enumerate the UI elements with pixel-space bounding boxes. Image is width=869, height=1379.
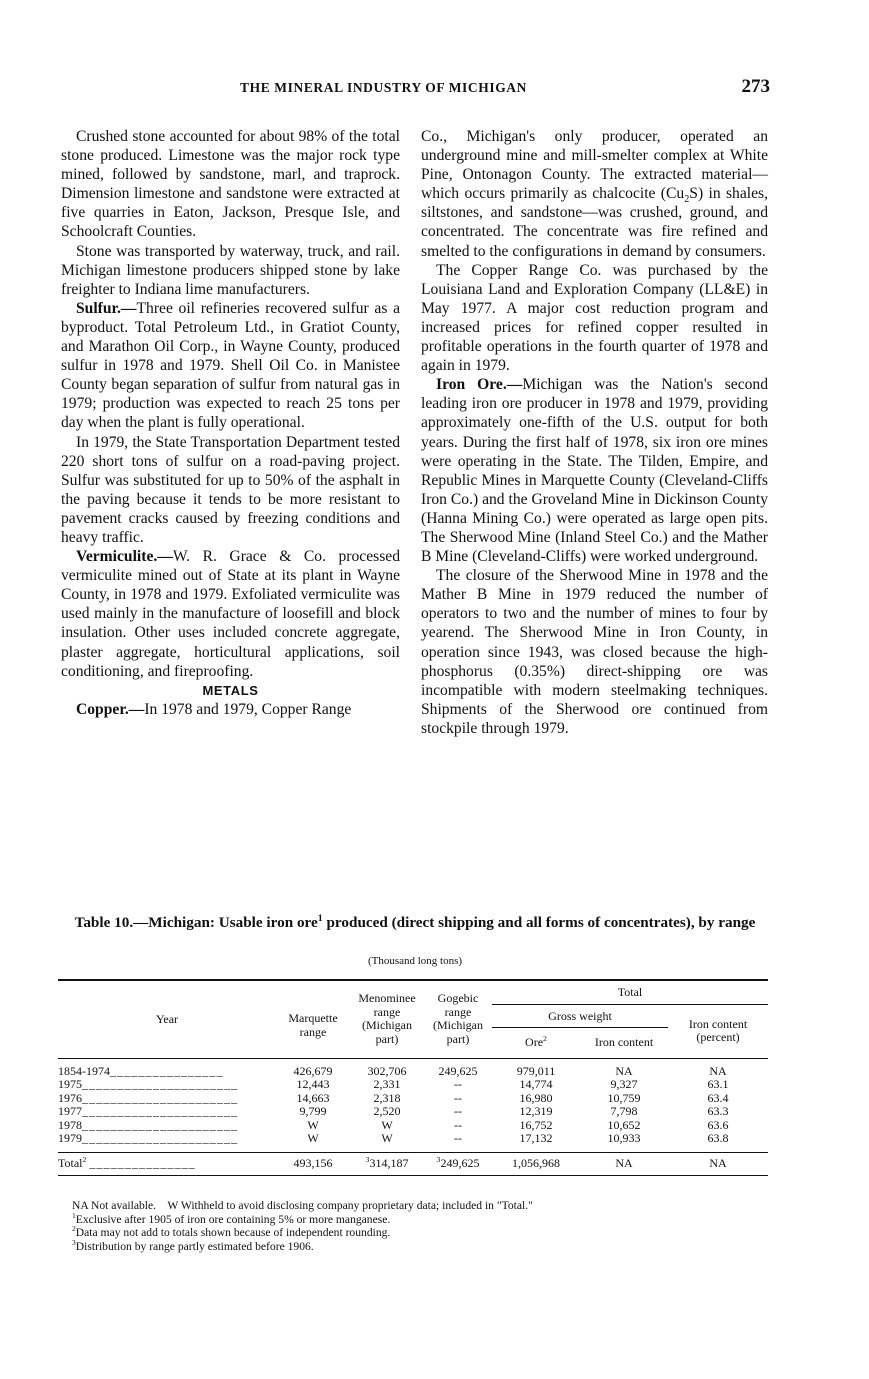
leader-dots: ______________________ <box>82 1090 239 1105</box>
cell-total-iron-percent: NA <box>668 1152 768 1176</box>
table-row <box>58 1058 768 1078</box>
cell-iron-content: NA <box>615 1063 633 1078</box>
cell-menominee: 2,318 <box>373 1090 401 1105</box>
cell-marquette: 14,663 <box>296 1090 330 1105</box>
table-footnotes <box>72 1199 772 1253</box>
section-heading-metals: METALS <box>202 682 259 698</box>
table-row <box>58 1105 768 1119</box>
cell-iron-content: 9,327 <box>610 1077 638 1091</box>
leader-dots: ______________________ <box>82 1077 239 1091</box>
footnote-marker: 1 <box>317 912 323 924</box>
header-gross-weight: Gross weight <box>492 1004 668 1028</box>
cell-total-marquette: 493,156 <box>276 1152 350 1176</box>
cell-gogebic: -- <box>454 1077 462 1091</box>
cell-ore: 14,774 <box>519 1077 553 1091</box>
year-label: 1978 <box>58 1117 82 1132</box>
year-label: 1979 <box>58 1131 82 1145</box>
cell-menominee: 2,331 <box>373 1077 401 1091</box>
header-menominee: Menominee range (Michigan part) <box>350 980 424 1058</box>
footnote-marker: 2 <box>72 1224 76 1234</box>
cell-marquette: W <box>307 1117 319 1132</box>
cell-year <box>58 1119 276 1133</box>
footnote-marker: 2 <box>543 1034 547 1043</box>
data-table <box>58 979 768 1176</box>
year-label: 1975 <box>58 1077 82 1091</box>
cell-marquette: W <box>307 1131 319 1145</box>
leader-dots: ______________________ <box>82 1131 239 1145</box>
paragraph-sulfur-paving: In 1979, the State Transportation Department tested 220 short tons of sulfur on a road-paving project. Sulfur was substituted for up to 50% of the asphalt in the paving because it tends to be more resistant to pavement cracks caused by freezing conditions and heavy traffic. <box>61 433 400 546</box>
table-title <box>60 914 770 931</box>
table-row <box>58 1119 768 1133</box>
footnote-marker: 3 <box>436 1154 441 1164</box>
cell-total-gogebic <box>424 1152 492 1176</box>
cell-gogebic: -- <box>454 1117 462 1132</box>
run-in-heading-iron-ore: Iron Ore.— <box>436 376 523 394</box>
paragraph-text: Michigan was the Nation's second leading iron ore producer in 1978 and 1979, providing approximately one-fifth of the U.S. output for both years. During the first half of 1978, six iron ore mines were operating in the State. The Tilden, Empire, and Republic Mines in Marquette County (Cleveland-Cliffs Iron Co.) and the Groveland Mine in Dickinson County (Hanna Mining Co.) were operated as large open pits. The Sherwood Mine (Inland Steel Co.) and the Mather B Mine (Cleveland-Cliffs) were worked underground. <box>421 376 769 566</box>
run-in-heading-vermiculite: Vermiculite.— <box>76 548 173 566</box>
header-iron-content: Iron content <box>580 1028 668 1059</box>
iron-ore-table <box>58 979 768 1176</box>
footnote-marker: 3 <box>72 1237 76 1247</box>
cell-year <box>58 1132 276 1152</box>
year-label: 1976 <box>58 1090 82 1105</box>
cell-iron-percent: 63.8 <box>707 1131 729 1145</box>
run-in-heading-sulfur: Sulfur.— <box>76 299 137 317</box>
cell-iron-percent: 63.3 <box>707 1104 729 1118</box>
year-label: 1977 <box>58 1104 82 1118</box>
run-in-heading-copper: Copper.— <box>76 700 145 718</box>
paragraph-iron-ore <box>421 375 768 566</box>
cell-gogebic: -- <box>454 1104 462 1118</box>
paragraph-sulfur <box>61 299 400 433</box>
cell-ore: 17,132 <box>519 1131 553 1145</box>
cell-ore: 979,011 <box>516 1063 556 1078</box>
cell-gogebic: -- <box>454 1090 462 1105</box>
cell-iron-percent: 63.1 <box>707 1077 729 1091</box>
table-title-text: Table 10.—Michigan: Usable iron ore <box>74 914 318 931</box>
subscript: 2 <box>684 194 690 206</box>
paragraph-vermiculite <box>61 547 400 681</box>
paragraph-text: S) in shales, siltstones, and sandstone—was crushed, ground, and concentrated. The concentrate was fire refined and smelted to the configurations in demand by consumers. <box>421 185 768 260</box>
leader-dots: _______________ <box>89 1155 196 1170</box>
right-column <box>421 127 768 738</box>
footnote-marker: 2 <box>82 1154 87 1164</box>
cell-total-label <box>58 1152 276 1176</box>
cell-iron-content: 10,933 <box>607 1131 641 1145</box>
header-ore <box>492 1028 580 1059</box>
table-unit: (Thousand long tons) <box>367 955 463 967</box>
table-body <box>58 1058 768 1176</box>
paragraph-crushed-stone: Crushed stone accounted for about 98% of the total stone produced. Limestone was the major rock type mined, followed by sandstone, marl, and traprock. Dimension limestone and sandstone were extracted at five quarries in Eaton, Jackson, Presque Isle, and Schoolcraft Counties. <box>61 128 400 241</box>
page-header <box>60 78 770 102</box>
cell-iron-content: 10,759 <box>607 1090 641 1105</box>
cell-gogebic: 249,625 <box>438 1063 478 1078</box>
page-number: 273 <box>741 76 770 97</box>
footnote-text: Exclusive after 1905 of iron ore containing 5% or more manganese. <box>75 1212 391 1226</box>
leader-dots: ______________________ <box>82 1117 239 1132</box>
footnote-text: Data may not add to totals shown because of independent rounding. <box>75 1226 391 1239</box>
cell-marquette: 9,799 <box>299 1104 327 1118</box>
cell-year <box>58 1105 276 1119</box>
cell-menominee: W <box>381 1131 393 1145</box>
cell-year <box>58 1092 276 1106</box>
cell-menominee: 2,520 <box>373 1104 401 1118</box>
cell-menominee: W <box>381 1117 393 1132</box>
table-title-text: produced (direct shipping and all forms of concentrates), by range <box>322 914 756 931</box>
paragraph-sherwood-closure: The closure of the Sherwood Mine in 1978 and the Mather B Mine in 1979 reduced the number of operators to two and the number of mines to four by yearend. The Sherwood Mine in Iron County, in operation since 1943, was closed because the high-phosphorus (0.35%) direct-shipping ore was incompatible with modern steelmaking techniques. Shipments of the Sherwood ore continued from stockpile through 1979. <box>421 567 768 737</box>
cell-iron-content: 10,652 <box>607 1117 641 1132</box>
table-row <box>58 1132 768 1152</box>
leader-dots: ________________ <box>110 1063 224 1078</box>
footnote-3 <box>72 1237 772 1254</box>
cell-marquette: 12,443 <box>296 1077 330 1091</box>
total-label: Total <box>58 1155 83 1170</box>
header-ore-label: Ore <box>525 1035 544 1049</box>
cell-ore: 16,752 <box>519 1117 553 1132</box>
cell-total-iron-content: NA <box>580 1152 668 1176</box>
footnote-1 <box>72 1210 772 1227</box>
cell-iron-percent: 63.4 <box>707 1090 729 1105</box>
cell-total-menominee <box>350 1152 424 1176</box>
footnote-2 <box>72 1226 772 1240</box>
cell-marquette: 426,679 <box>293 1063 333 1078</box>
paragraph-copper-range: The Copper Range Co. was purchased by the Louisiana Land and Exploration Company (LL&E) in May 1977. A major cost reduction program and increased prices for refined copper resulted in profitable operations in the fourth quarter of 1978 and again in 1979. <box>421 261 768 375</box>
year-label: 1854-1974 <box>58 1063 110 1078</box>
table-row-total <box>58 1152 768 1176</box>
cell-ore: 12,319 <box>519 1104 553 1118</box>
paragraph-text: Three oil refineries recovered sulfur as a byproduct. Total Petroleum Ltd., in Gratiot County, and Marathon Oil Corp., in Wayne County, produced sulfur in 1978 and 1979. Shell Oil Co. in Manistee County began separation of sulfur from natural gas in 1979; production was expected to reach 25 tons per day when the plant is fully operational. <box>61 299 400 432</box>
paragraph-text: W. R. Grace & Co. processed vermiculite mined out of State at its plant in Wayne County, in 1978 and 1979. Exfoliated vermiculite was used mainly in the manufacture of loosefill and block insulation. Other uses included concrete aggregate, plaster aggregate, horticultural applications, soil conditioning, and fireproofing. <box>61 548 400 680</box>
cell-total-ore: 1,056,968 <box>492 1152 580 1176</box>
paragraph-copper-continued <box>421 127 768 261</box>
cell-iron-percent: 63.6 <box>707 1117 729 1132</box>
paragraph-copper <box>61 700 400 719</box>
header-marquette: Marquette range <box>276 980 350 1058</box>
footnote-marker: 1 <box>72 1210 76 1220</box>
paragraph-text: Co., Michigan's only producer, operated an underground mine and mill-smelter complex at White Pine, Ontonagon County. The extracted material—which occurs primarily as chalcocite (Cu <box>421 128 768 203</box>
cell-iron-content: 7,798 <box>610 1104 638 1118</box>
cell-iron-percent: NA <box>709 1063 727 1078</box>
total-value: 314,187 <box>369 1155 409 1170</box>
cell-menominee: 302,706 <box>367 1063 407 1078</box>
header-iron-content-percent: Iron content (percent) <box>668 1004 768 1058</box>
footnote-text: Distribution by range partly estimated before 1906. <box>75 1239 314 1253</box>
header-gogebic: Gogebic range (Michigan part) <box>424 980 492 1058</box>
cell-gogebic: -- <box>454 1131 462 1145</box>
paragraph-text: In 1978 and 1979, Copper Range <box>144 700 352 718</box>
cell-year <box>58 1078 276 1092</box>
header-year: Year <box>58 980 276 1058</box>
header-total: Total <box>492 980 768 1004</box>
footnote-marker: 3 <box>365 1154 370 1164</box>
left-column <box>61 127 400 719</box>
leader-dots: ______________________ <box>82 1104 239 1118</box>
total-value: 249,625 <box>440 1155 480 1170</box>
cell-ore: 16,980 <box>519 1090 553 1105</box>
table-row <box>58 1092 768 1106</box>
paragraph-stone-transport: Stone was transported by waterway, truck, and rail. Michigan limestone producers shipped stone by lake freighter to Indiana lime manufacturers. <box>61 242 400 298</box>
running-title: THE MINERAL INDUSTRY OF MICHIGAN <box>240 80 527 95</box>
footnote-na-w: NA Not available. W Withheld to avoid disclosing company proprietary data; included in "Total." <box>72 1199 533 1212</box>
cell-year <box>58 1058 276 1078</box>
table-row <box>58 1078 768 1092</box>
